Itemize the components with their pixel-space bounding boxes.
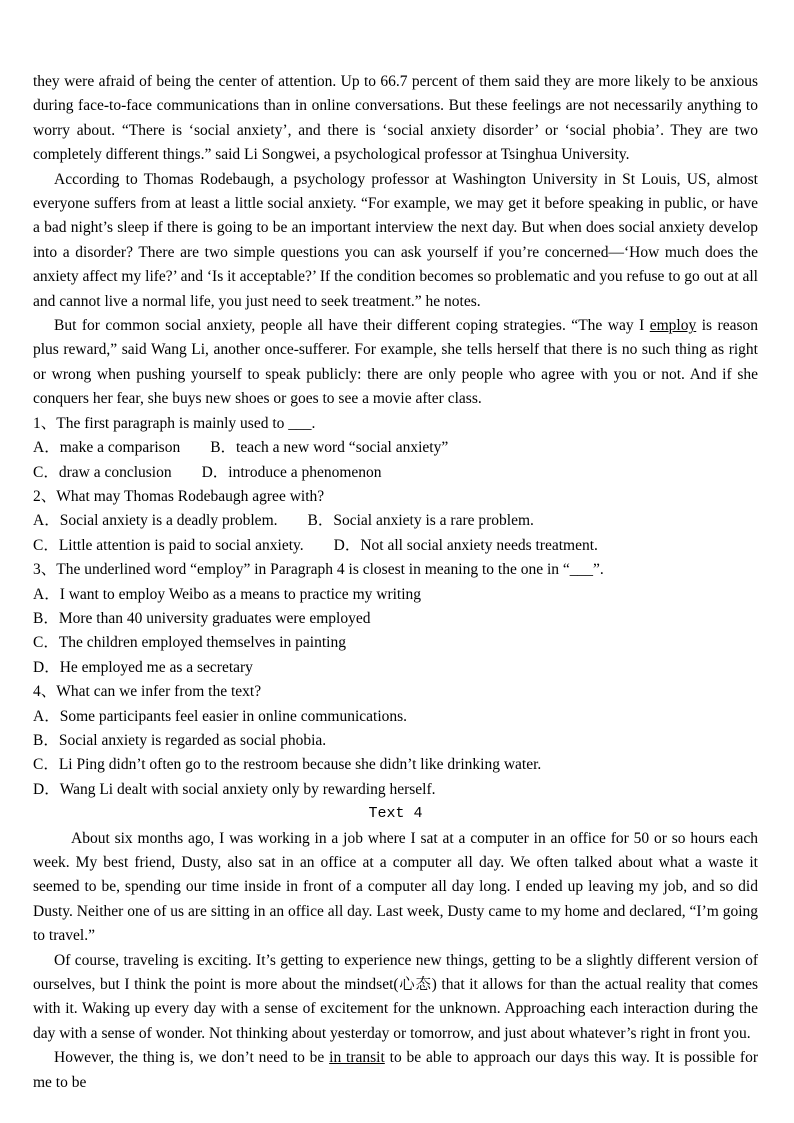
question-2-options-row-2 [33,534,758,558]
question-2-options-row-1 [33,509,758,533]
question-3-option-d-row [33,656,758,680]
question-1-option-b: B．teach a new word “social anxiety” [210,439,449,457]
question-2-option-d: D．Not all social anxiety needs treatment. [333,536,598,554]
question-4-text: What can we infer from the text? [56,683,262,701]
question-3-number: 3、 [33,561,57,579]
question-3-text: The underlined word “employ” in Paragraph 4 is closest in meaning to the one in “___”. [56,561,604,579]
question-4-stem [33,680,758,704]
question-3-option-b: B．More than 40 university graduates were employed [33,609,371,627]
question-4-number: 4、 [33,683,57,701]
question-3-stem [33,558,758,582]
question-1-option-c: C．draw a conclusion [33,463,172,481]
question-4-option-b: B．Social anxiety is regarded as social phobia. [33,731,327,749]
question-1-option-a: A．make a comparison [33,439,181,457]
question-4-option-d-row [33,778,758,802]
question-4-option-c-row [33,753,758,777]
question-2-number: 2、 [33,487,57,505]
question-4-option-a: A．Some participants feel easier in online communications. [33,707,408,725]
paragraph-text-after: to be able to approach our days this way. It is possible for me to be [33,1049,758,1091]
question-1-number: 1、 [33,414,57,432]
question-3-option-b-row [33,607,758,631]
question-1-stem [33,412,758,436]
paragraph-text-after: is reason plus reward,” said Wang Li, another once-sufferer. For example, she tells herself that there is no such thing as right or wrong when pushing yourself to speak publicly: there are only people who agree with you or not. And if she conquers her fear, she buys new shoes or goes to see a movie after class. [33,317,758,408]
text4-paragraph-3 [33,1046,758,1095]
question-1-options-row-2 [33,461,758,485]
text4-paragraph-1: About six months ago, I was working in a job where I sat at a computer in an office for 50 or so hours each week. My best friend, Dusty, also sat in an office at a computer all day. We often talked about what a waste it seemed to be, spending our time inside in front of a computer all day long. I ended up leaving my job, and so did Dusty. Neither one of us are sitting in an office all day. Last week, Dusty came to my home and declared, “I’m going to travel.” [33,829,758,945]
paragraph-text-before: But for common social anxiety, people all have their different coping strategies. “The way I [54,317,650,335]
underlined-word-employ: employ [649,317,697,335]
question-4-option-c: C．Li Ping didn’t often go to the restroom because she didn’t like drinking water. [33,756,542,774]
passage-paragraph-3 [33,314,758,412]
question-3-option-a-row [33,583,758,607]
text4-heading: Text 4 [368,805,423,823]
question-3-option-a: A．I want to employ Weibo as a means to practice my writing [33,585,422,603]
question-2-option-b: B．Social anxiety is a rare problem. [307,512,534,530]
question-2-option-c: C．Little attention is paid to social anxiety. [33,536,304,554]
question-4-option-b-row [33,729,758,753]
question-3-option-c-row [33,631,758,655]
question-2-stem [33,485,758,509]
paragraph-text-before: However, the thing is, we don’t need to be [54,1049,330,1067]
question-1-option-d: D．introduce a phenomenon [201,463,382,481]
passage-paragraph-1: they were afraid of being the center of attention. Up to 66.7 percent of them said they are more likely to be anxious during face-to-face communications than in online conversations. But these feelings are not necessarily anything to worry about. “There is ‘social anxiety’, and there is ‘social anxiety disorder’ or ‘social phobia’. They are two completely different things.” said Li Songwei, a psychological professor at Tsinghua University. [33,73,758,164]
underlined-phrase-in-transit: in transit [329,1049,385,1067]
question-2-text: What may Thomas Rodebaugh agree with? [56,487,325,505]
question-4-option-d: D．Wang Li dealt with social anxiety only by rewarding herself. [33,780,436,798]
question-1-options-row-1 [33,436,758,460]
question-2-option-a: A．Social anxiety is a deadly problem. [33,512,278,530]
passage-paragraph-2: According to Thomas Rodebaugh, a psychology professor at Washington University in St Louis, US, almost everyone suffers from at least a little social anxiety. “For example, we may get it before speaking in public, or have a bad night’s sleep if there is going to be an important interview the next day. But when does social anxiety develop into a disorder? There are two simple questions you can ask yourself if you’re concerned—‘How much does the anxiety affect my life?’ and ‘Is it acceptable?’ If the condition becomes so problematic and you refuse to go out at all and cannot live a normal life, you just need to seek treatment.” he notes. [33,170,758,310]
question-3-option-c: C．The children employed themselves in painting [33,634,346,652]
text4-paragraph-2: Of course, traveling is exciting. It’s getting to experience new things, getting to be a slightly different version of ourselves, but I think the point is more about the mindset(心态) that it allows for than the actual reality that comes with it. Waking up every day with a sense of excitement for the unknown. Approaching each interaction during the day with a sense of wonder. Not thinking about yesterday or tomorrow, and just about whatever’s right in front you. [33,951,758,1042]
question-4-option-a-row [33,705,758,729]
question-3-option-d: D．He employed me as a secretary [33,658,253,676]
question-1-text: The first paragraph is mainly used to ___. [56,414,316,432]
